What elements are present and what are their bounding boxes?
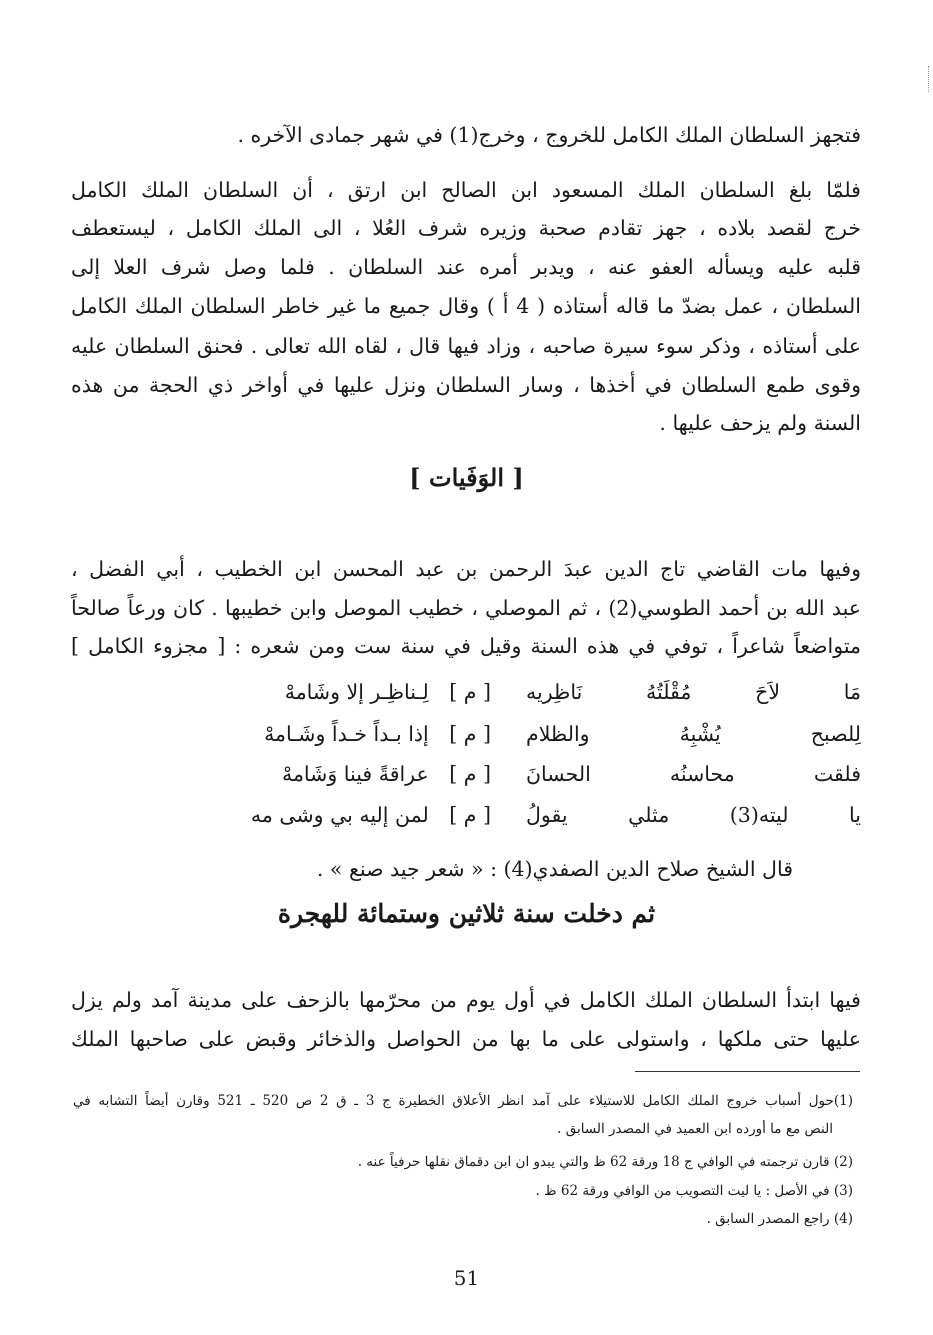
footnote-3: (3) في الأصل : يا ليت التصويب من الوافي ورقة 62 ظ .: [535, 1183, 853, 1199]
para2-line-2: عبد الله بن أحمد الطوسي(2) ، ثم الموصلي ، خطيب الموصل وابن خطيبها . كان ورعاً صالحاً: [71, 596, 861, 620]
verse-meter-tag: [ م ]: [449, 722, 491, 746]
verse-second-hemistich: إذا بـداً خـداً وشَـامهْ: [264, 722, 429, 746]
verse-row: [71, 803, 861, 839]
verse-row: [71, 762, 861, 798]
para2-line-1: وفيها مات القاضي تاج الدين عبدَ الرحمن بن عبد المحسن ابن الخطيب ، أبي الفضل ،: [71, 557, 861, 581]
verse-second-hemistich-wrap: [71, 803, 491, 827]
verse-second-hemistich-wrap: [71, 722, 491, 746]
footnote-4: (4) راجع المصدر السابق .: [706, 1211, 853, 1227]
verse-second-hemistich-wrap: [71, 762, 491, 786]
para1-line-7: السنة ولم يزحف عليها .: [659, 411, 861, 435]
verse-meter-tag: [ م ]: [449, 762, 491, 786]
margin-mark: [928, 66, 930, 92]
para1-line-3: قلبه عليه ويسأله العفو عنه ، ويدبر أمره عند السلطان . فلما وصل شرف العلا إلى: [71, 255, 861, 279]
footnote-1-line-2: النص مع ما أورده ابن العميد في المصدر السابق .: [557, 1121, 833, 1137]
verse-meter-tag: [ م ]: [449, 680, 491, 704]
verse-second-hemistich: عراقةً فينا وَشَامهْ: [281, 762, 429, 786]
verse-row: [71, 680, 861, 716]
para1-line-4: السلطان ، عمل بضدّ ما قاله أستاذه ( 4 أ ) وقال جميع ما غير خاطر السلطان الملك الكامل: [71, 294, 861, 318]
verse-row: [71, 722, 861, 758]
para3-line-1: فيها ابتدأ السلطان الملك الكامل في أول يوم من محرّمها بالزحف على مدينة آمد ولم يزل: [71, 988, 861, 1012]
verse-first-hemistich: فلقت محاسنُه الحسانَ: [526, 762, 861, 786]
intro-line: فتجهز السلطان الملك الكامل للخروج ، وخرج(1) في شهر جمادى الآخره .: [237, 123, 861, 147]
page-number: 51: [453, 1266, 480, 1290]
para1-line-2: خرج لقصد بلاده ، جهز تقادم صحبة وزيره شرف العُلا ، الى الملك الكامل ، ليستعطف: [71, 216, 861, 240]
verse-first-hemistich: مَا لاَحَ مُقْلَتُهُ نَاظِريه: [526, 680, 861, 704]
footnote-divider: [635, 1071, 860, 1072]
section-heading-year: ثم دخلت سنة ثلاثين وستمائة للهجرة: [277, 899, 656, 928]
footnote-2: (2) قارن ترجمته في الوافي ج 18 ورقة 62 ظ والتي يبدو ان ابن دقماق نقلها حرفياً عنه .: [357, 1154, 853, 1170]
safadi-quote-line: قال الشيخ صلاح الدين الصفدي(4) : « شعر جيد صنع » .: [316, 857, 793, 881]
para1-line-6: وقوى طمع السلطان في أخذها ، وسار السلطان ونزل عليها في أواخر ذي الحجة من هذه: [71, 373, 861, 397]
section-heading-wafayat: [ الوَفَيات ]: [409, 463, 524, 492]
footnote-1-line-1: (1)حول أسباب خروج الملك الكامل للاستيلاء على آمد انظر الأعلاق الخطيرة ج 3 ـ ق 2 ص 520 ـ 521 وقارن أيضاً التشابه في: [73, 1093, 854, 1109]
para1-line-5: على أستاذه ، وذكر سوء سيرة صاحبه ، وزاد فيها قال ، لقاه الله تعالى . فحنق السلطان عليه: [71, 334, 861, 358]
verse-second-hemistich-wrap: [71, 680, 491, 704]
para1-line-1: فلمّا بلغ السلطان الملك المسعود ابن الصالح ابن ارتق ، أن السلطان الملك الكامل: [71, 178, 861, 202]
verse-first-hemistich: لِلصبح يُشْبِهُ والظلام: [526, 722, 861, 746]
para3-line-2: عليها حتى ملكها ، واستولى على ما بها من الحواصل والذخائر وقبض على صاحبها الملك: [71, 1027, 861, 1051]
verse-meter-tag: [ م ]: [449, 803, 491, 827]
verse-second-hemistich: لِـناظِـر إلا وشَامهْ: [284, 680, 429, 704]
verse-second-hemistich: لمن إليه بي وشى مه: [250, 803, 429, 827]
para2-line-3: متواضعاً شاعراً ، توفي في هذه السنة وقيل في سنة ست ومن شعره : [ مجزوء الكامل ]: [71, 634, 861, 658]
verse-first-hemistich: يا ليته(3) مثلي يقولُ: [526, 803, 861, 827]
